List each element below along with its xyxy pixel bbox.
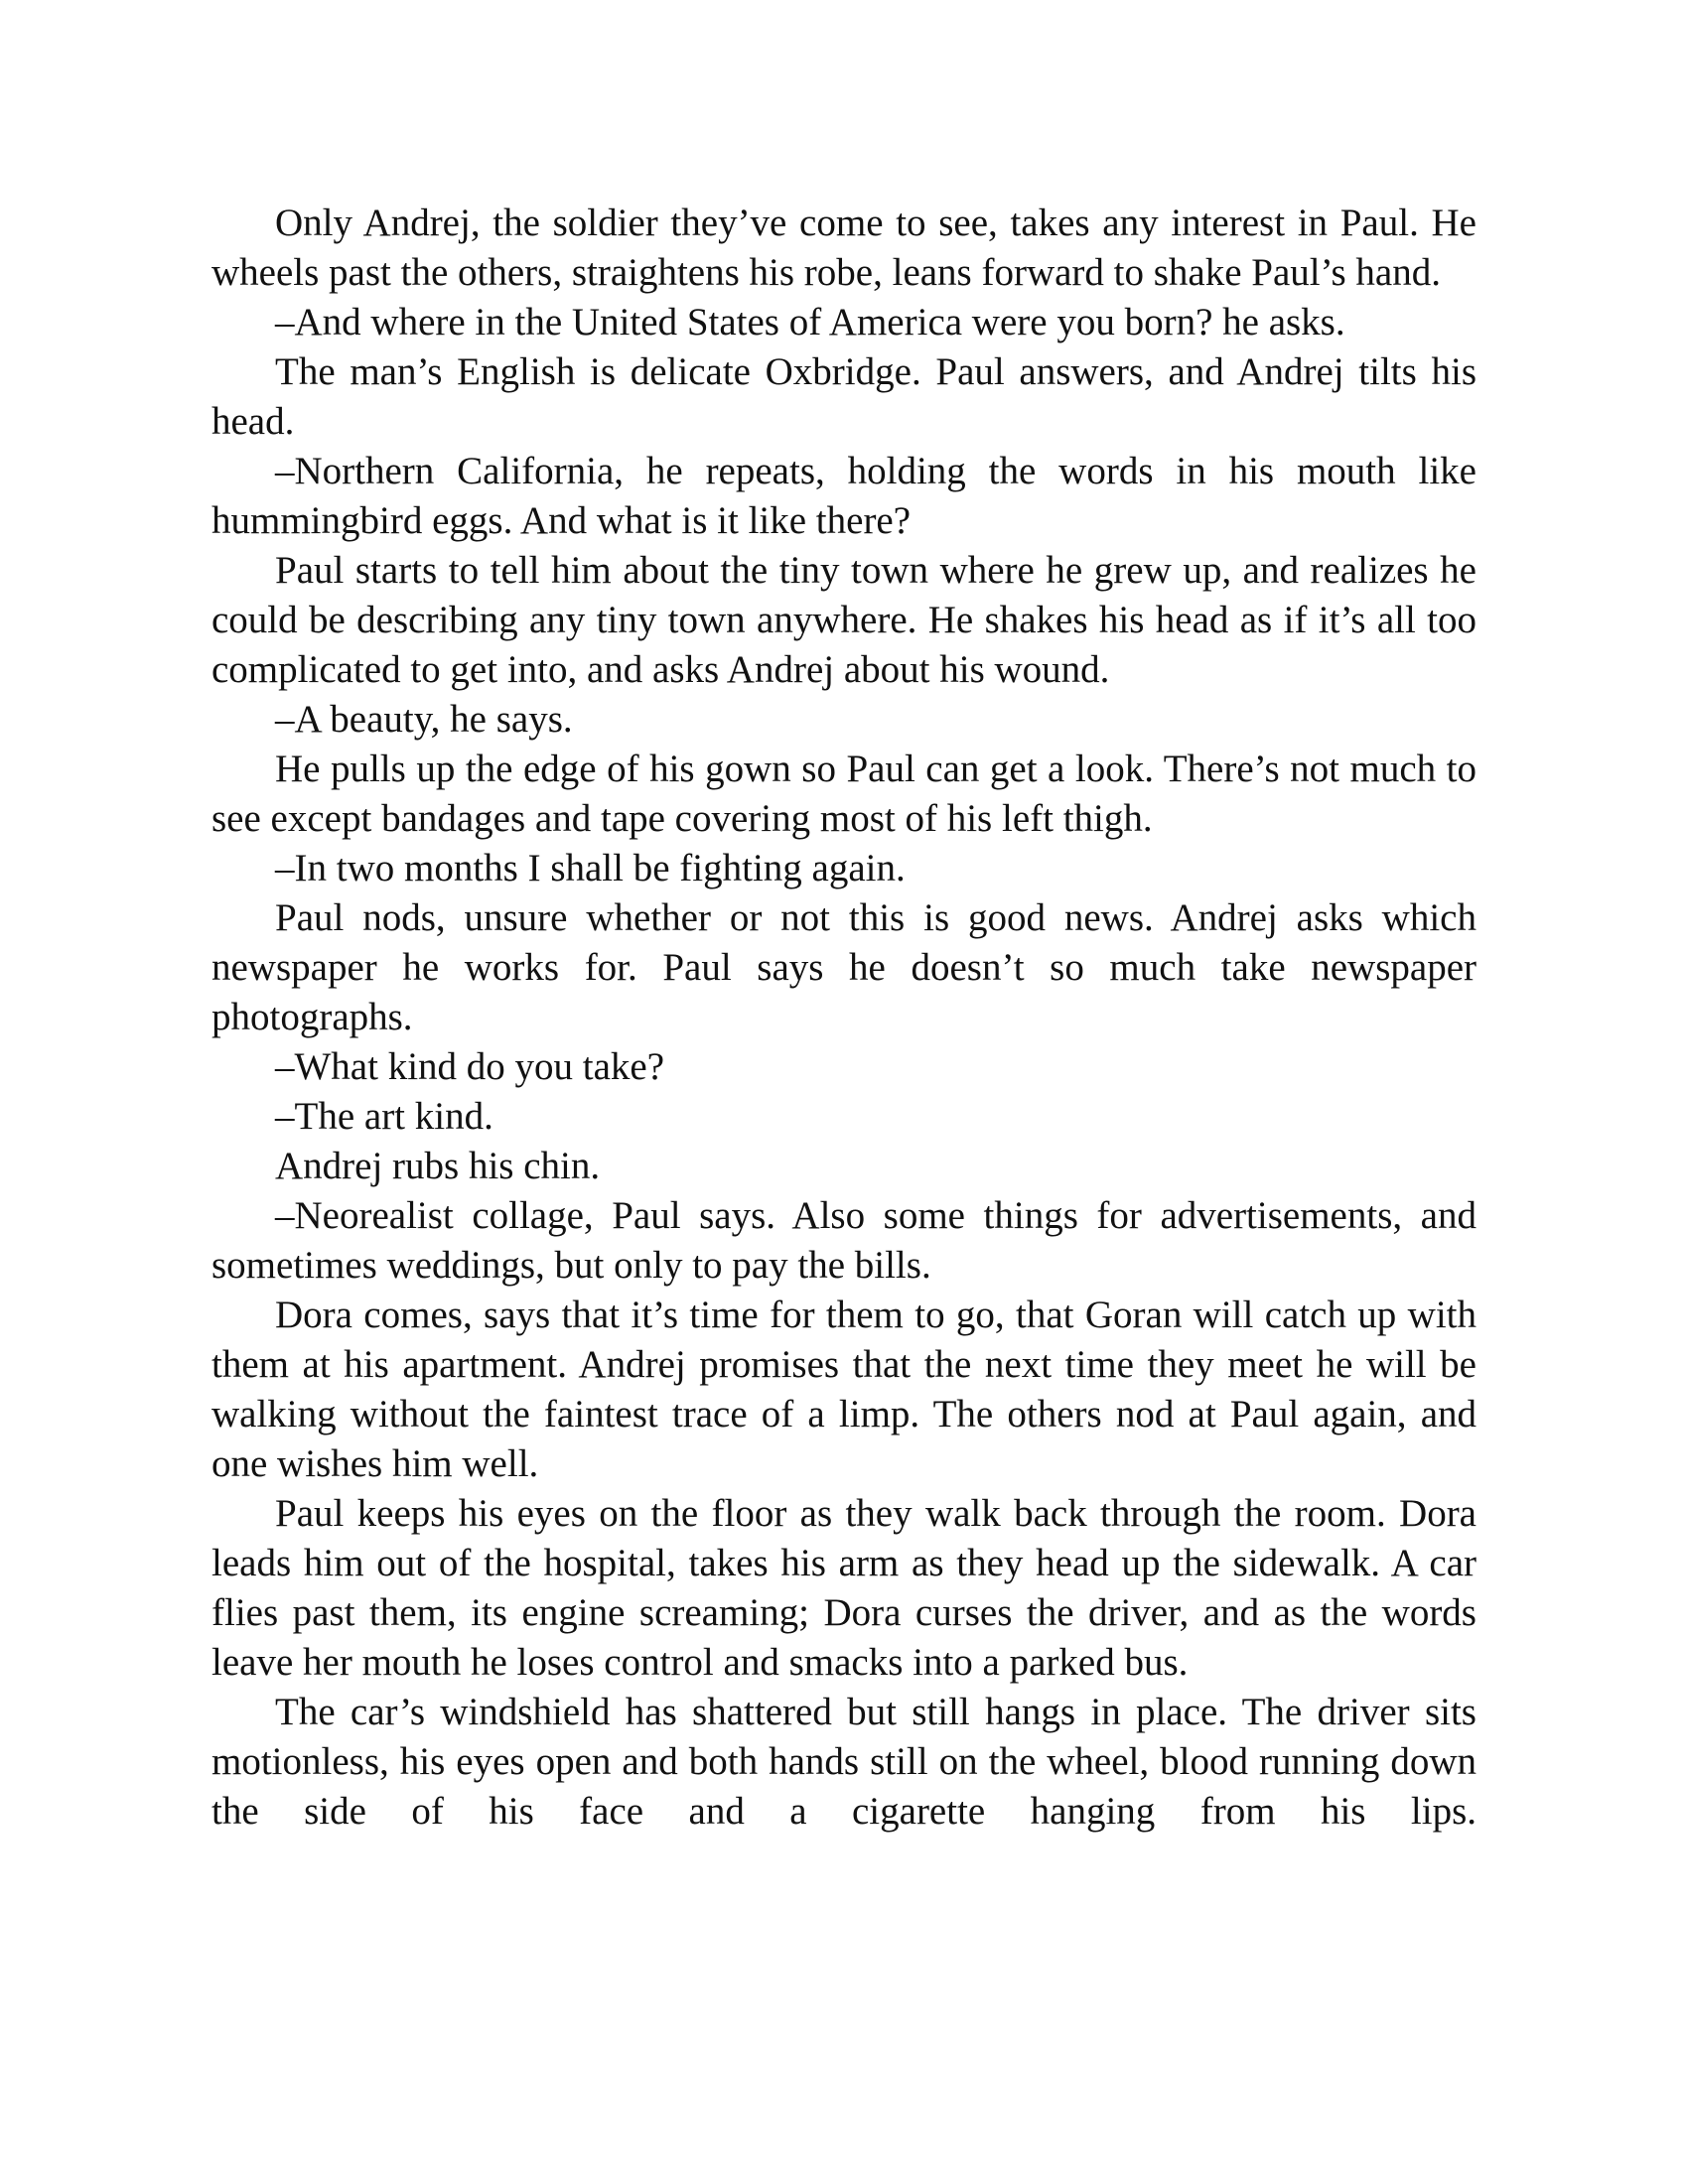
page-body (211, 199, 1477, 1837)
paragraph-7: He pulls up the edge of his gown so Paul can get a look. There’s not much to see except bandages and tape covering most of his left thigh. (211, 748, 1477, 840)
paragraph-3: The man’s English is delicate Oxbridge. Paul answers, and Andrej tilts his head. (211, 350, 1477, 443)
paragraph-10: –What kind do you take? (275, 1045, 665, 1088)
paragraph-12: Andrej rubs his chin. (275, 1145, 601, 1187)
paragraph-6: –A beauty, he says. (275, 698, 573, 741)
paragraph-16: The car’s windshield has shattered but still hangs in place. The driver sits motionless, his eyes open and both hands still on the wheel, blood running down the side of his face and a cigarette hanging from his lips. (211, 1691, 1477, 1833)
paragraph-13: –Neorealist collage, Paul says. Also some things for advertisements, and sometimes weddings, but only to pay the bills. (211, 1194, 1477, 1287)
paragraph-1: Only Andrej, the soldier they’ve come to see, takes any interest in Paul. He wheels past the others, straightens his robe, leans forward to shake Paul’s hand. (211, 202, 1477, 294)
paragraph-9: Paul nods, unsure whether or not this is good news. Andrej asks which newspaper he works for. Paul says he doesn’t so much take newspaper photographs. (211, 896, 1477, 1038)
paragraph-11: –The art kind. (275, 1095, 493, 1138)
paragraph-4: –Northern California, he repeats, holding the words in his mouth like hummingbird eggs. And what is it like there? (211, 450, 1477, 542)
paragraph-15: Paul keeps his eyes on the floor as they walk back through the room. Dora leads him out of the hospital, takes his arm as they head up the sidewalk. A car flies past them, its engine screaming; Dora curses the driver, and as the words leave her mouth he loses control and smacks into a parked bus. (211, 1492, 1477, 1684)
paragraph-5: Paul starts to tell him about the tiny town where he grew up, and realizes he could be describing any tiny town anywhere. He shakes his head as if it’s all too complicated to get into, and asks Andrej about his wound. (211, 549, 1477, 691)
paragraph-2: –And where in the United States of America were you born? he asks. (275, 301, 1345, 343)
paragraph-14: Dora comes, says that it’s time for them to go, that Goran will catch up with them at his apartment. Andrej promises that the next time they meet he will be walking without the faintest trace of a limp. The others nod at Paul again, and one wishes him well. (211, 1294, 1477, 1485)
paragraph-8: –In two months I shall be fighting again. (275, 847, 906, 889)
